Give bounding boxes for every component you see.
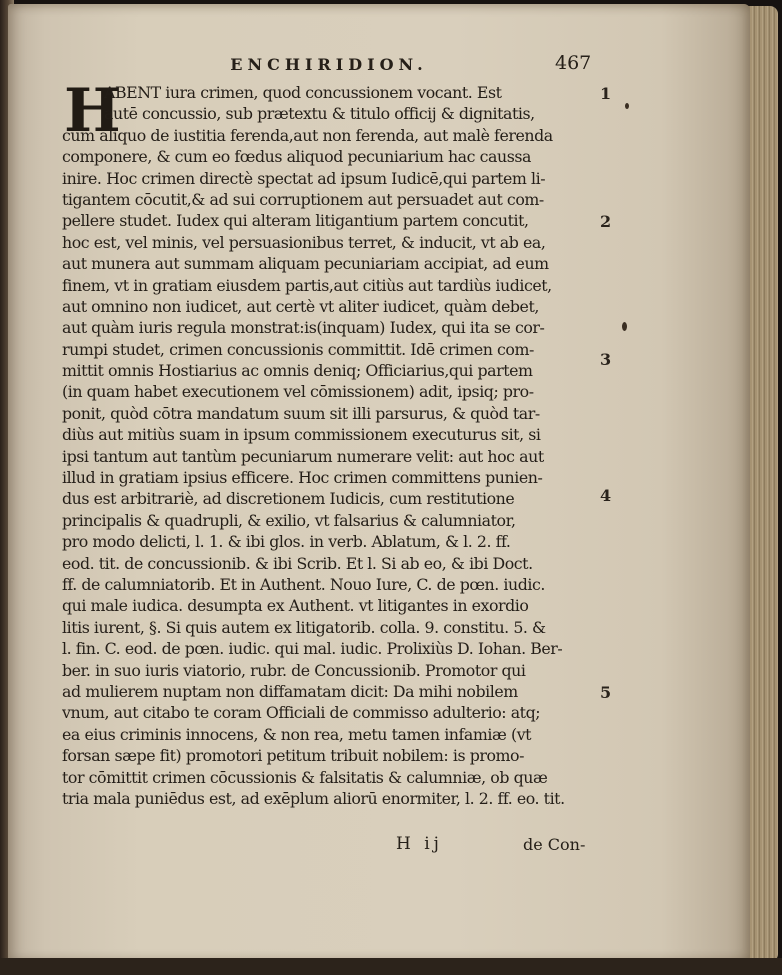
margin-number: 3 xyxy=(600,350,612,369)
text-line: (in quam habet executionem vel cōmissionem) adit, ipsiq; pro- xyxy=(62,382,534,402)
drop-cap: H xyxy=(64,76,121,146)
text-line: eod. tit. de concussionib. & ibi Scrib. Et l. Si ab eo, & ibi Doct. xyxy=(62,553,533,573)
ink-spot xyxy=(622,322,627,331)
ink-spot xyxy=(625,103,629,109)
text-line: l. fin. C. eod. de pœn. iudic. qui mal. iudic. Prolixiùs D. Iohan. Ber- xyxy=(62,639,563,659)
text-line: ipsi tantum aut tantùm pecuniarum numerare velit: aut hoc aut xyxy=(62,446,544,466)
text-line: ponit, quòd cōtra mandatum suum sit illi parsurus, & quòd tar- xyxy=(62,403,540,423)
page-number: 467 xyxy=(555,52,592,74)
text-line: finem, vt in gratiam eiusdem partis,aut citiùs aut tardiùs iudicet, xyxy=(62,275,552,295)
text-line: ea eius criminis innocens, & non rea, metu tamen infamiæ (vt xyxy=(62,724,532,744)
catchword: de Con- xyxy=(523,835,586,854)
text-line: componere, & cum eo fœdus aliquod pecuniarium hac caussa xyxy=(62,147,531,167)
page-header xyxy=(8,52,750,76)
signature-mark: H ij xyxy=(396,834,443,854)
text-line: cum aliquo de iustitia ferenda,aut non ferenda, aut malè ferenda xyxy=(62,125,553,145)
text-line: diùs aut mitiùs suam in ipsum commissionem executurus sit, si xyxy=(62,425,541,445)
margin-number: 4 xyxy=(600,486,612,505)
text-line: vnum, aut citabo te coram Officiali de commisso adulterio: atq; xyxy=(62,703,541,723)
text-line: ber. in suo iuris viatorio, rubr. de Concussionib. Promotor qui xyxy=(62,660,526,680)
text-line: tor cōmittit crimen cōcussionis & falsitatis & calumniæ, ob quæ xyxy=(62,767,548,787)
text-line: rumpi studet, crimen concussionis committit. Idē crimen com- xyxy=(62,339,534,359)
text-line: aut munera aut summam aliquam pecuniariam accipiat, ad eum xyxy=(62,254,549,274)
margin-number: 5 xyxy=(600,683,612,702)
margin-number: 1 xyxy=(600,84,612,103)
text-line: aut omnino non iudicet, aut certè vt aliter iudicet, quàm debet, xyxy=(62,296,539,316)
text-line: dus est arbitrariè, ad discretionem Iudicis, cum restitutione xyxy=(62,489,515,509)
text-line: principalis & quadrupli, & exilio, vt falsarius & calumniator, xyxy=(62,510,516,530)
body-text xyxy=(62,76,610,809)
running-title: ENCHIRIDION. xyxy=(230,55,428,74)
text-line: forsan sæpe fit) promotori petitum tribuit nobilem: is promo- xyxy=(62,746,524,766)
text-line: qui male iudica. desumpta ex Authent. vt litigantes in exordio xyxy=(62,596,529,616)
text-line: pro modo delicti, l. 1. & ibi glos. in verb. Ablatum, & l. 2. ff. xyxy=(62,532,511,552)
text-line: illud in gratiam ipsius efficere. Hoc crimen committens punien- xyxy=(62,468,543,488)
text-line: tigantem cōcutit,& ad sui corruptionem aut persuadet aut com- xyxy=(62,189,544,209)
text-line: autē concussio, sub prætextu & titulo officij & dignitatis, xyxy=(104,104,535,124)
text-line: tria mala puniēdus est, ad exēplum aliorū enormiter, l. 2. ff. eo. tit. xyxy=(62,788,565,808)
text-line: litis iurent, §. Si quis autem ex litigatorib. colla. 9. constitu. 5. & xyxy=(62,617,546,637)
text-line: ff. de calumniatorib. Et in Authent. Nouo Iure, C. de pœn. iudic. xyxy=(62,574,545,594)
text-line: mittit omnis Hostiarius ac omnis deniq; Officiarius,qui partem xyxy=(62,361,533,381)
text-line: hoc est, vel minis, vel persuasionibus terret, & inducit, vt ab ea, xyxy=(62,232,546,252)
text-line: inire. Hoc crimen directè spectat ad ipsum Iudicē,qui partem li- xyxy=(62,168,546,188)
text-line: pellere studet. Iudex qui alteram litigantium partem concutit, xyxy=(62,211,529,231)
margin-number: 2 xyxy=(600,212,612,231)
page-edges xyxy=(746,6,778,962)
book-page xyxy=(8,4,750,962)
text-line: aut quàm iuris regula monstrat:is(inquam) Iudex, qui ita se cor- xyxy=(62,318,545,338)
bottom-edge xyxy=(0,958,782,975)
text-line: ABENT iura crimen, quod concussionem vocant. Est xyxy=(104,83,502,102)
text-line: ad mulierem nuptam non diffamatam dicit: Da mihi nobilem xyxy=(62,681,518,701)
page-footer xyxy=(8,834,750,858)
